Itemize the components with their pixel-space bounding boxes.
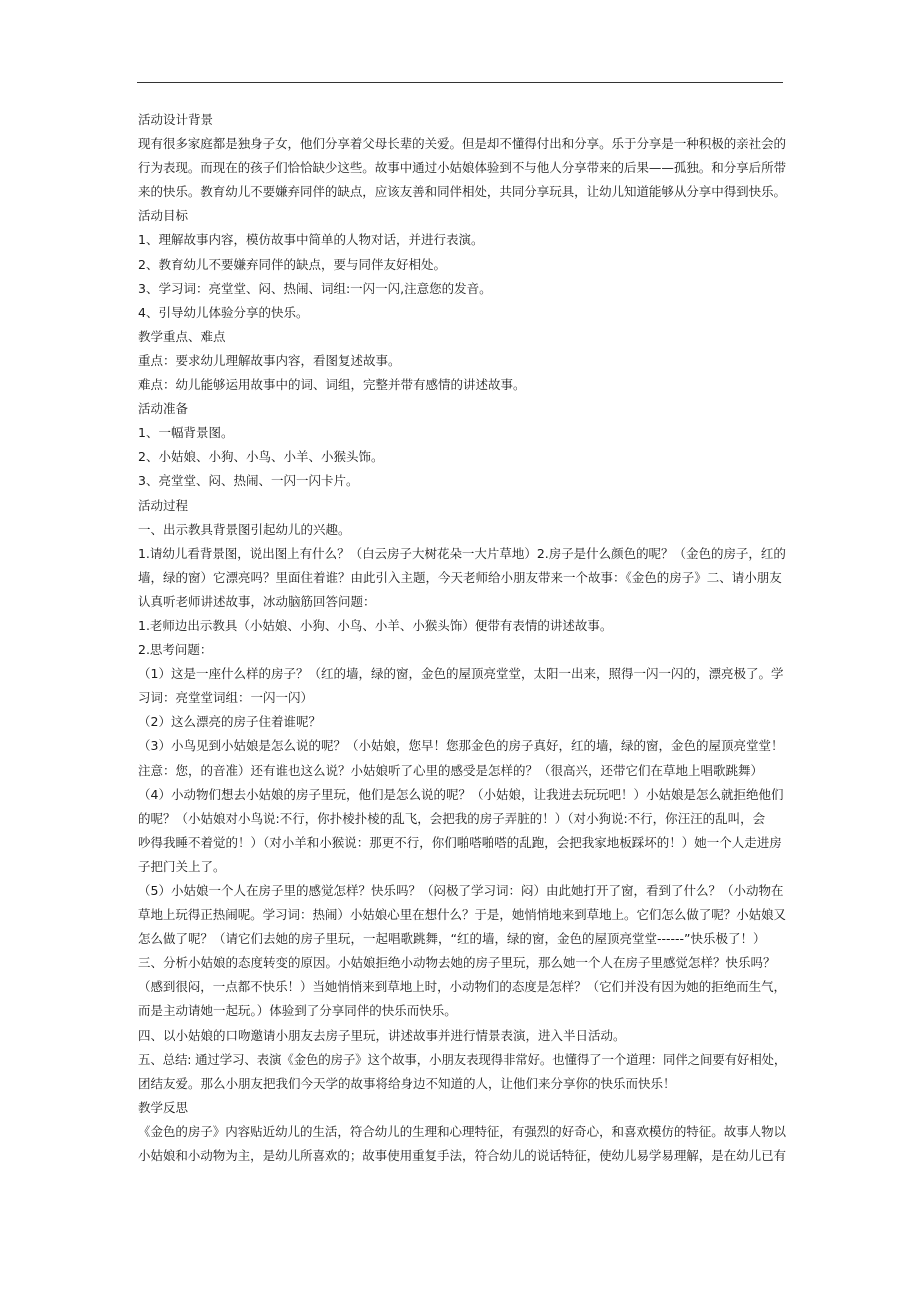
text-line: 3、亮堂堂、闷、热闹、一闪一闪卡片。 <box>138 473 359 489</box>
text-line: 1、理解故事内容，模仿故事中简单的人物对话，并进行表演。 <box>138 232 484 248</box>
text-line: 活动准备 <box>138 401 189 417</box>
text-line: 2.思考问题： <box>138 642 213 658</box>
text-line: 行为表现。而现在的孩子们恰恰缺少这些。故事中通过小姑娘体验到不与他人分享带来的后果——孤独。和分享后所带 <box>138 160 786 176</box>
text-line: 五、总结: 通过学习、表演《金色的房子》这个故事，小朋友表现得非常好。也懂得了一个道理：同伴之间要有好相处， <box>138 1051 786 1067</box>
text-line: 教学重点、难点 <box>138 328 226 344</box>
text-line: 习词：亮堂堂词组：一闪一闪） <box>138 690 314 706</box>
text-line: 一、出示教具背景图引起幼儿的兴趣。 <box>138 521 351 537</box>
text-line: 活动目标 <box>138 208 189 224</box>
text-line: 墙，绿的窗）它漂亮吗？里面住着谁？由此引入主题，今天老师给小朋友带来一个故事：《金色的房子》二、请小朋友 <box>138 569 782 585</box>
text-line: （2）这么漂亮的房子住着谁呢？ <box>138 714 321 730</box>
text-line: 活动过程 <box>138 497 189 513</box>
text-line: 现有很多家庭都是独身子女，他们分享着父母长辈的关爱。但是却不懂得付出和分享。乐于分享是一种积极的亲社会的 <box>138 136 786 152</box>
text-line: （5）小姑娘一个人在房子里的感觉怎样？快乐吗？（闷极了学习词：闷）由此她打开了窗，看到了什么？（小动物在 <box>138 883 784 898</box>
text-line: 教学反思 <box>138 1099 189 1115</box>
text-line: 来的快乐。教育幼儿不要嫌弃同伴的缺点，应该友善和同伴相处，共同分享玩具，让幼儿知道能够从分享中得到快乐。 <box>138 184 786 200</box>
text-line: 1.请幼儿看背景图，说出图上有什么？（白云房子大树花朵一大片草地）2.房子是什么颜色的呢？（金色的房子，红的 <box>138 545 786 561</box>
text-line: 重点：要求幼儿理解故事内容，看图复述故事。 <box>138 352 401 368</box>
text-line: 2、教育幼儿不要嫌弃同伴的缺点，要与同伴友好相处。 <box>138 256 446 272</box>
text-line: 四、以小姑娘的口吻邀请小朋友去房子里玩，讲述故事并进行情景表演，进入半日活动。 <box>138 1027 626 1043</box>
text-line: 小姑娘和小动物为主，是幼儿所喜欢的；故事使用重复手法，符合幼儿的说话特征，使幼儿易学易理解，是在幼儿已有 <box>138 1148 786 1164</box>
text-line: 子把门关上了。 <box>138 858 226 874</box>
text-line: 怎么做了呢？（请它们去她的房子里玩，一起唱歌跳舞，“红的墙，绿的窗，金色的屋顶亮堂堂------”快乐极了！） <box>138 931 766 947</box>
text-line: 2、小姑娘、小狗、小鸟、小羊、小猴头饰。 <box>138 449 384 465</box>
text-line: 吵得我睡不着觉的！）（对小羊和小猴说：那更不行，你们啪嗒啪嗒的乱跑，会把我家地板踩坏的！）她一个人走进房 <box>138 834 782 850</box>
text-line: （3）小鸟见到小姑娘是怎么说的呢？（小姑娘，您早！您那金色的房子真好，红的墙，绿的窗，金色的屋顶亮堂堂！ <box>138 738 784 754</box>
text-line: 三、分析小姑娘的态度转变的原因。小姑娘拒绝小动物去她的房子里玩，那么她一个人在房子里感觉怎样？快乐吗？ <box>138 955 776 971</box>
text-line: （感到很闷，一点都不快乐！）当她悄悄来到草地上时，小动物们的态度是怎样？（它们并没有因为她的拒绝而生气， <box>138 979 786 995</box>
text-line: 认真听老师讲述故事，冰动脑筋回答问题： <box>138 593 376 609</box>
text-line: 4、引导幼儿体验分享的快乐。 <box>138 304 309 320</box>
header-rule <box>137 82 783 83</box>
text-line: （4）小动物们想去小姑娘的房子里玩，他们是怎么说的呢？（小姑娘，让我进去玩玩吧！）小姑娘是怎么就拒绝他们 <box>138 786 784 802</box>
text-line: 1.老师边出示教具（小姑娘、小狗、小鸟、小羊、小猴头饰）便带有表情的讲述故事。 <box>138 617 613 633</box>
text-line: 而是主动请她一起玩。）体验到了分享同伴的快乐而快乐。 <box>138 1003 457 1019</box>
text-line: 1、一幅背景图。 <box>138 425 234 441</box>
text-line: 的呢？（小姑娘对小鸟说:不行，你扑棱扑棱的乱飞，会把我的房子弄脏的！）（对小狗说:不行，你汪汪的乱叫，会 <box>138 810 766 826</box>
text-line: （1）这是一座什么样的房子？（红的墙，绿的窗，金色的屋顶亮堂堂，太阳一出来，照得一闪一闪的，漂亮极了。学 <box>138 666 784 682</box>
text-line: 草地上玩得正热闹呢。学习词：热闹）小姑娘心里在想什么？于是，她悄悄地来到草地上。它们怎么做了呢？小姑娘又 <box>138 907 786 923</box>
document-body <box>138 108 786 1168</box>
text-line: 3、学习词：亮堂堂、闷、热闹、词组:一闪一闪,注意您的发音。 <box>138 280 492 296</box>
text-line: 活动设计背景 <box>138 112 214 127</box>
text-line: 团结友爱。那么小朋友把我们今天学的故事将给身边不知道的人，让他们来分享你的快乐而快乐！ <box>138 1075 676 1091</box>
text-line: 《金色的房子》内容贴近幼儿的生活，符合幼儿的生理和心理特征，有强烈的好奇心，和喜欢模仿的特征。故事人物以 <box>138 1123 786 1139</box>
text-line: 难点：幼儿能够运用故事中的词、词组，完整并带有感情的讲述故事。 <box>138 377 526 393</box>
text-line: 注意：您，的音准）还有谁也这么说？小姑娘听了心里的感受是怎样的？（很高兴，还带它们在草地上唱歌跳舞） <box>138 762 764 778</box>
